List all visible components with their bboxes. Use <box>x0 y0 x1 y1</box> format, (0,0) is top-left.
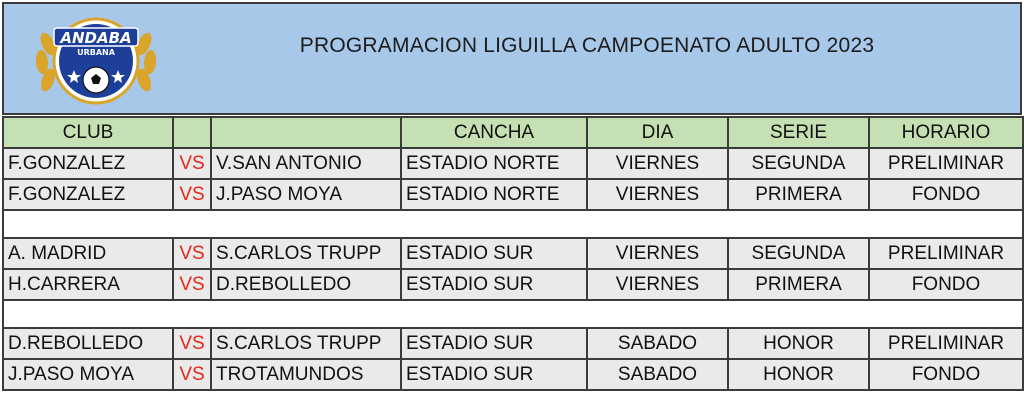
table-row <box>3 179 1023 210</box>
horario-cell: FONDO <box>869 179 1023 210</box>
spacer-cell <box>3 210 1023 238</box>
spacer-row <box>3 300 1023 328</box>
horario-cell: FONDO <box>869 359 1023 390</box>
away-club-cell: J.PASO MOYA <box>211 179 401 210</box>
column-header-club: CLUB <box>3 117 173 148</box>
column-header-cancha: CANCHA <box>401 117 587 148</box>
away-club-cell: S.CARLOS TRUPP <box>211 238 401 269</box>
table-row <box>3 359 1023 390</box>
horario-cell: PRELIMINAR <box>869 328 1023 359</box>
dia-cell: VIERNES <box>587 269 728 300</box>
cancha-cell: ESTADIO SUR <box>401 359 587 390</box>
schedule-table <box>2 116 1024 391</box>
column-header-horario: HORARIO <box>869 117 1023 148</box>
away-club-cell: V.SAN ANTONIO <box>211 148 401 179</box>
serie-cell: PRIMERA <box>728 179 869 210</box>
dia-cell: VIERNES <box>587 238 728 269</box>
home-club-cell: A. MADRID <box>3 238 173 269</box>
spacer-row <box>3 210 1023 238</box>
away-club-cell: S.CARLOS TRUPP <box>211 328 401 359</box>
column-header-away <box>211 117 401 148</box>
horario-cell: PRELIMINAR <box>869 148 1023 179</box>
serie-cell: HONOR <box>728 359 869 390</box>
column-header-vs <box>173 117 211 148</box>
vs-cell: VS <box>173 238 211 269</box>
table-row <box>3 148 1023 179</box>
vs-cell: VS <box>173 359 211 390</box>
header-banner <box>2 2 1022 115</box>
cancha-cell: ESTADIO SUR <box>401 238 587 269</box>
serie-cell: HONOR <box>728 328 869 359</box>
serie-cell: PRIMERA <box>728 269 869 300</box>
page-title: PROGRAMACION LIGUILLA CAMPOENATO ADULTO 2023 <box>299 34 875 57</box>
home-club-cell: D.REBOLLEDO <box>3 328 173 359</box>
away-club-cell: TROTAMUNDOS <box>211 359 401 390</box>
home-club-cell: F.GONZALEZ <box>3 148 173 179</box>
vs-cell: VS <box>173 148 211 179</box>
logo-main-text: ANDABA <box>60 29 132 47</box>
cancha-cell: ESTADIO NORTE <box>401 148 587 179</box>
home-club-cell: J.PASO MOYA <box>3 359 173 390</box>
serie-cell: SEGUNDA <box>728 148 869 179</box>
table-row <box>3 238 1023 269</box>
horario-cell: PRELIMINAR <box>869 238 1023 269</box>
vs-cell: VS <box>173 269 211 300</box>
andaba-urbana-logo <box>26 14 166 106</box>
serie-cell: SEGUNDA <box>728 238 869 269</box>
table-header-row <box>3 117 1023 148</box>
vs-cell: VS <box>173 179 211 210</box>
cancha-cell: ESTADIO SUR <box>401 328 587 359</box>
table-row <box>3 328 1023 359</box>
column-header-serie: SERIE <box>728 117 869 148</box>
cancha-cell: ESTADIO SUR <box>401 269 587 300</box>
dia-cell: VIERNES <box>587 179 728 210</box>
logo-sub-text: URBANA <box>77 48 115 57</box>
column-header-dia: DIA <box>587 117 728 148</box>
cancha-cell: ESTADIO NORTE <box>401 179 587 210</box>
dia-cell: VIERNES <box>587 148 728 179</box>
away-club-cell: D.REBOLLEDO <box>211 269 401 300</box>
spacer-cell <box>3 300 1023 328</box>
dia-cell: SABADO <box>587 328 728 359</box>
home-club-cell: H.CARRERA <box>3 269 173 300</box>
table-row <box>3 269 1023 300</box>
horario-cell: FONDO <box>869 269 1023 300</box>
dia-cell: SABADO <box>587 359 728 390</box>
vs-cell: VS <box>173 328 211 359</box>
home-club-cell: F.GONZALEZ <box>3 179 173 210</box>
